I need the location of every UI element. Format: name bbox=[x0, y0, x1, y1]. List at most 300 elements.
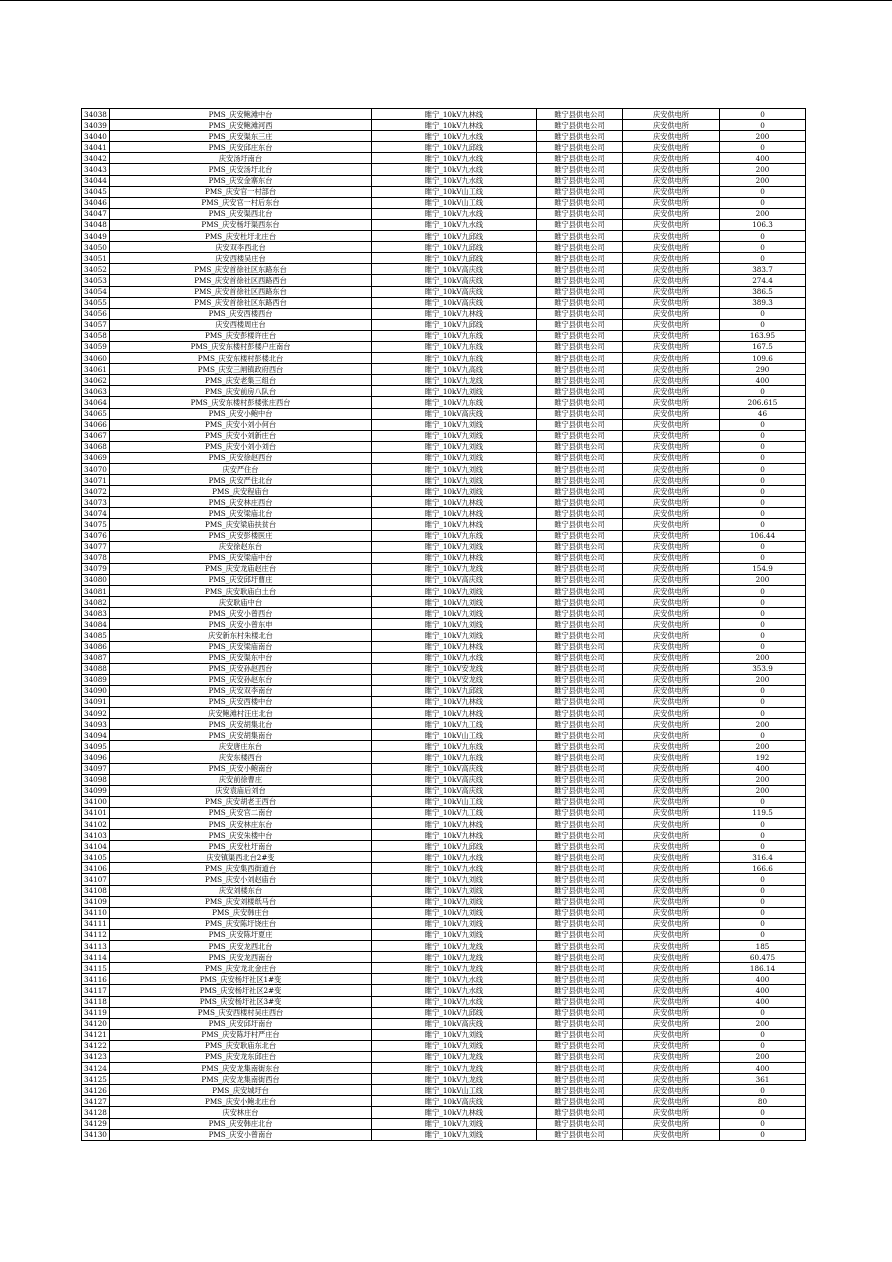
station-office-cell: 庆安供电所 bbox=[623, 297, 720, 308]
capacity-cell: 353.9 bbox=[720, 663, 806, 674]
station-name-cell: 庆安严住台 bbox=[110, 464, 372, 475]
feeder-line-cell: 睢宁_10kV九水线 bbox=[372, 996, 537, 1007]
feeder-line-cell: 睢宁_10kV九东线 bbox=[372, 530, 537, 541]
id-cell: 34081 bbox=[82, 586, 110, 597]
company-cell: 睢宁县供电公司 bbox=[537, 863, 623, 874]
station-office-cell: 庆安供电所 bbox=[623, 941, 720, 952]
id-cell: 34052 bbox=[82, 264, 110, 275]
capacity-cell: 0 bbox=[720, 419, 806, 430]
id-cell: 34075 bbox=[82, 519, 110, 530]
capacity-cell: 200 bbox=[720, 719, 806, 730]
station-office-cell: 庆安供电所 bbox=[623, 885, 720, 896]
capacity-cell: 0 bbox=[720, 641, 806, 652]
company-cell: 睢宁县供电公司 bbox=[537, 330, 623, 341]
table-row bbox=[82, 996, 806, 1007]
station-name-cell: PMS_庆安严住北台 bbox=[110, 475, 372, 486]
table-row bbox=[82, 286, 806, 297]
company-cell: 睢宁县供电公司 bbox=[537, 929, 623, 940]
table-row bbox=[82, 1040, 806, 1051]
company-cell: 睢宁县供电公司 bbox=[537, 752, 623, 763]
table-row bbox=[82, 264, 806, 275]
feeder-line-cell: 睢宁_10kV九刘线 bbox=[372, 597, 537, 608]
feeder-line-cell: 睢宁_10kV九邱线 bbox=[372, 1007, 537, 1018]
company-cell: 睢宁县供电公司 bbox=[537, 741, 623, 752]
feeder-line-cell: 睢宁_10kV九林线 bbox=[372, 819, 537, 830]
station-office-cell: 庆安供电所 bbox=[623, 674, 720, 685]
capacity-cell: 0 bbox=[720, 696, 806, 707]
station-office-cell: 庆安供电所 bbox=[623, 807, 720, 818]
station-office-cell: 庆安供电所 bbox=[623, 386, 720, 397]
id-cell: 34122 bbox=[82, 1040, 110, 1051]
table-row bbox=[82, 408, 806, 419]
feeder-line-cell: 睢宁_10kV九林线 bbox=[372, 308, 537, 319]
id-cell: 34086 bbox=[82, 641, 110, 652]
capacity-cell: 163.95 bbox=[720, 330, 806, 341]
company-cell: 睢宁县供电公司 bbox=[537, 652, 623, 663]
id-cell: 34072 bbox=[82, 486, 110, 497]
id-cell: 34119 bbox=[82, 1007, 110, 1018]
id-cell: 34079 bbox=[82, 563, 110, 574]
capacity-cell: 200 bbox=[720, 774, 806, 785]
company-cell: 睢宁县供电公司 bbox=[537, 186, 623, 197]
table-row bbox=[82, 963, 806, 974]
station-office-cell: 庆安供电所 bbox=[623, 752, 720, 763]
capacity-cell: 400 bbox=[720, 996, 806, 1007]
station-name-cell: PMS_庆安小刘小刘台 bbox=[110, 441, 372, 452]
station-office-cell: 庆安供电所 bbox=[623, 142, 720, 153]
capacity-cell: 0 bbox=[720, 475, 806, 486]
capacity-cell: 0 bbox=[720, 841, 806, 852]
feeder-line-cell: 睢宁_10kV九邱线 bbox=[372, 319, 537, 330]
station-office-cell: 庆安供电所 bbox=[623, 1040, 720, 1051]
id-cell: 34045 bbox=[82, 186, 110, 197]
id-cell: 34085 bbox=[82, 630, 110, 641]
capacity-cell: 200 bbox=[720, 175, 806, 186]
company-cell: 睢宁县供电公司 bbox=[537, 663, 623, 674]
id-cell: 34123 bbox=[82, 1051, 110, 1062]
company-cell: 睢宁县供电公司 bbox=[537, 874, 623, 885]
id-cell: 34087 bbox=[82, 652, 110, 663]
station-name-cell: 庆安双李西北台 bbox=[110, 242, 372, 253]
table-body bbox=[82, 109, 806, 1141]
station-name-cell: PMS_庆安小曾南台 bbox=[110, 1129, 372, 1140]
table-row bbox=[82, 475, 806, 486]
feeder-line-cell: 睢宁_10kV高庆线 bbox=[372, 286, 537, 297]
company-cell: 睢宁县供电公司 bbox=[537, 774, 623, 785]
capacity-cell: 80 bbox=[720, 1096, 806, 1107]
company-cell: 睢宁县供电公司 bbox=[537, 1085, 623, 1096]
feeder-line-cell: 睢宁_10kV九东线 bbox=[372, 341, 537, 352]
station-name-cell: PMS_庆安杨圩社区2#变 bbox=[110, 985, 372, 996]
feeder-line-cell: 睢宁_10kV九刘线 bbox=[372, 929, 537, 940]
capacity-cell: 0 bbox=[720, 918, 806, 929]
feeder-line-cell: 睢宁_10kV九刘线 bbox=[372, 630, 537, 641]
table-row bbox=[82, 641, 806, 652]
company-cell: 睢宁县供电公司 bbox=[537, 375, 623, 386]
company-cell: 睢宁县供电公司 bbox=[537, 120, 623, 131]
feeder-line-cell: 睢宁_10kV九邱线 bbox=[372, 841, 537, 852]
station-office-cell: 庆安供电所 bbox=[623, 719, 720, 730]
id-cell: 34093 bbox=[82, 719, 110, 730]
capacity-cell: 46 bbox=[720, 408, 806, 419]
feeder-line-cell: 睢宁_10kV九林线 bbox=[372, 120, 537, 131]
feeder-line-cell: 睢宁_10kV九刘线 bbox=[372, 896, 537, 907]
station-name-cell: PMS_庆安龙东邱庄台 bbox=[110, 1051, 372, 1062]
capacity-cell: 0 bbox=[720, 452, 806, 463]
company-cell: 睢宁县供电公司 bbox=[537, 1063, 623, 1074]
station-office-cell: 庆安供电所 bbox=[623, 985, 720, 996]
feeder-line-cell: 睢宁_10kV山工线 bbox=[372, 730, 537, 741]
id-cell: 34128 bbox=[82, 1107, 110, 1118]
id-cell: 34130 bbox=[82, 1129, 110, 1140]
capacity-cell: 200 bbox=[720, 1018, 806, 1029]
feeder-line-cell: 睢宁_10kV九刘线 bbox=[372, 907, 537, 918]
capacity-cell: 154.9 bbox=[720, 563, 806, 574]
table-row bbox=[82, 464, 806, 475]
feeder-line-cell: 睢宁_10kV九水线 bbox=[372, 219, 537, 230]
station-office-cell: 庆安供电所 bbox=[623, 541, 720, 552]
company-cell: 睢宁县供电公司 bbox=[537, 408, 623, 419]
feeder-line-cell: 睢宁_10kV九龙线 bbox=[372, 563, 537, 574]
capacity-cell: 60.475 bbox=[720, 952, 806, 963]
id-cell: 34042 bbox=[82, 153, 110, 164]
feeder-line-cell: 睢宁_10kV高庆线 bbox=[372, 1096, 537, 1107]
company-cell: 睢宁县供电公司 bbox=[537, 386, 623, 397]
id-cell: 34124 bbox=[82, 1063, 110, 1074]
station-office-cell: 庆安供电所 bbox=[623, 952, 720, 963]
station-office-cell: 庆安供电所 bbox=[623, 641, 720, 652]
table-row bbox=[82, 508, 806, 519]
feeder-line-cell: 睢宁_10kV九龙线 bbox=[372, 941, 537, 952]
feeder-line-cell: 睢宁_10kV九龙线 bbox=[372, 952, 537, 963]
id-cell: 34039 bbox=[82, 120, 110, 131]
table-row bbox=[82, 1107, 806, 1118]
company-cell: 睢宁县供电公司 bbox=[537, 719, 623, 730]
id-cell: 34106 bbox=[82, 863, 110, 874]
company-cell: 睢宁县供电公司 bbox=[537, 807, 623, 818]
station-office-cell: 庆安供电所 bbox=[623, 364, 720, 375]
table-row bbox=[82, 719, 806, 730]
station-office-cell: 庆安供电所 bbox=[623, 441, 720, 452]
table-row bbox=[82, 109, 806, 120]
station-name-cell: PMS_庆安官二南台 bbox=[110, 807, 372, 818]
station-office-cell: 庆安供电所 bbox=[623, 1018, 720, 1029]
table-row bbox=[82, 275, 806, 286]
id-cell: 34071 bbox=[82, 475, 110, 486]
id-cell: 34092 bbox=[82, 708, 110, 719]
id-cell: 34038 bbox=[82, 109, 110, 120]
station-name-cell: PMS_庆安东楼村彭楼张庄西台 bbox=[110, 397, 372, 408]
station-name-cell: PMS_庆安小刘新庄台 bbox=[110, 430, 372, 441]
capacity-cell: 0 bbox=[720, 197, 806, 208]
capacity-cell: 167.5 bbox=[720, 341, 806, 352]
id-cell: 34097 bbox=[82, 763, 110, 774]
feeder-line-cell: 睢宁_10kV高庆线 bbox=[372, 785, 537, 796]
station-office-cell: 庆安供电所 bbox=[623, 1107, 720, 1118]
table-row bbox=[82, 1129, 806, 1140]
capacity-cell: 206.615 bbox=[720, 397, 806, 408]
station-office-cell: 庆安供电所 bbox=[623, 242, 720, 253]
id-cell: 34060 bbox=[82, 353, 110, 364]
station-office-cell: 庆安供电所 bbox=[623, 264, 720, 275]
station-name-cell: PMS_庆安小鲍南台 bbox=[110, 763, 372, 774]
capacity-cell: 0 bbox=[720, 186, 806, 197]
company-cell: 睢宁县供电公司 bbox=[537, 763, 623, 774]
feeder-line-cell: 睢宁_10kV九刘线 bbox=[372, 586, 537, 597]
feeder-line-cell: 睢宁_10kV九工线 bbox=[372, 719, 537, 730]
id-cell: 34049 bbox=[82, 231, 110, 242]
table-row bbox=[82, 375, 806, 386]
station-name-cell: 庆安前徐曹庄 bbox=[110, 774, 372, 785]
id-cell: 34103 bbox=[82, 830, 110, 841]
station-name-cell: PMS_庆安梁庙南台 bbox=[110, 641, 372, 652]
capacity-cell: 0 bbox=[720, 685, 806, 696]
capacity-cell: 389.3 bbox=[720, 297, 806, 308]
station-name-cell: PMS_庆安陈圩饶庄台 bbox=[110, 918, 372, 929]
station-office-cell: 庆安供电所 bbox=[623, 120, 720, 131]
station-office-cell: 庆安供电所 bbox=[623, 375, 720, 386]
table-row bbox=[82, 330, 806, 341]
table-row bbox=[82, 608, 806, 619]
station-office-cell: 庆安供电所 bbox=[623, 497, 720, 508]
company-cell: 睢宁县供电公司 bbox=[537, 286, 623, 297]
feeder-line-cell: 睢宁_10kV高庆线 bbox=[372, 297, 537, 308]
station-office-cell: 庆安供电所 bbox=[623, 796, 720, 807]
station-name-cell: PMS_庆安小曾西台 bbox=[110, 608, 372, 619]
table-row bbox=[82, 1029, 806, 1040]
station-office-cell: 庆安供电所 bbox=[623, 918, 720, 929]
feeder-line-cell: 睢宁_10kV九林线 bbox=[372, 708, 537, 719]
feeder-line-cell: 睢宁_10kV安龙线 bbox=[372, 663, 537, 674]
feeder-line-cell: 睢宁_10kV高庆线 bbox=[372, 1018, 537, 1029]
station-name-cell: PMS_庆安陈圩村严庄台 bbox=[110, 1029, 372, 1040]
feeder-line-cell: 睢宁_10kV九林线 bbox=[372, 1107, 537, 1118]
station-office-cell: 庆安供电所 bbox=[623, 730, 720, 741]
id-cell: 34109 bbox=[82, 896, 110, 907]
station-office-cell: 庆安供电所 bbox=[623, 508, 720, 519]
company-cell: 睢宁县供电公司 bbox=[537, 464, 623, 475]
feeder-line-cell: 睢宁_10kV高庆线 bbox=[372, 763, 537, 774]
station-name-cell: PMS_庆安彭楼许庄台 bbox=[110, 330, 372, 341]
capacity-cell: 0 bbox=[720, 730, 806, 741]
station-office-cell: 庆安供电所 bbox=[623, 164, 720, 175]
capacity-cell: 0 bbox=[720, 441, 806, 452]
station-office-cell: 庆安供电所 bbox=[623, 552, 720, 563]
id-cell: 34076 bbox=[82, 530, 110, 541]
company-cell: 睢宁县供电公司 bbox=[537, 963, 623, 974]
feeder-line-cell: 睢宁_10kV九水线 bbox=[372, 175, 537, 186]
station-name-cell: PMS_庆安官一村部台 bbox=[110, 186, 372, 197]
station-name-cell: PMS_庆安渠东中台 bbox=[110, 652, 372, 663]
company-cell: 睢宁县供电公司 bbox=[537, 164, 623, 175]
station-name-cell: PMS_庆安杜圩南台 bbox=[110, 841, 372, 852]
company-cell: 睢宁县供电公司 bbox=[537, 1129, 623, 1140]
station-name-cell: PMS_庆安杨圩社区1#变 bbox=[110, 974, 372, 985]
company-cell: 睢宁县供电公司 bbox=[537, 1074, 623, 1085]
station-office-cell: 庆安供电所 bbox=[623, 774, 720, 785]
table-row bbox=[82, 1085, 806, 1096]
table-row bbox=[82, 708, 806, 719]
table-row bbox=[82, 586, 806, 597]
id-cell: 34080 bbox=[82, 574, 110, 585]
station-office-cell: 庆安供电所 bbox=[623, 452, 720, 463]
company-cell: 睢宁县供电公司 bbox=[537, 1018, 623, 1029]
id-cell: 34089 bbox=[82, 674, 110, 685]
capacity-cell: 0 bbox=[720, 142, 806, 153]
feeder-line-cell: 睢宁_10kV九邱线 bbox=[372, 685, 537, 696]
feeder-line-cell: 睢宁_10kV九林线 bbox=[372, 519, 537, 530]
id-cell: 34127 bbox=[82, 1096, 110, 1107]
id-cell: 34056 bbox=[82, 308, 110, 319]
station-name-cell: PMS_庆安渠东三庄 bbox=[110, 131, 372, 142]
station-name-cell: 庆安镇渠西北台2#变 bbox=[110, 852, 372, 863]
company-cell: 睢宁县供电公司 bbox=[537, 175, 623, 186]
feeder-line-cell: 睢宁_10kV高庆线 bbox=[372, 408, 537, 419]
id-cell: 34047 bbox=[82, 208, 110, 219]
capacity-cell: 0 bbox=[720, 1107, 806, 1118]
company-cell: 睢宁县供电公司 bbox=[537, 319, 623, 330]
station-name-cell: PMS_庆安胡老王西台 bbox=[110, 796, 372, 807]
company-cell: 睢宁县供电公司 bbox=[537, 985, 623, 996]
company-cell: 睢宁县供电公司 bbox=[537, 796, 623, 807]
station-name-cell: PMS_庆安前房八队台 bbox=[110, 386, 372, 397]
id-cell: 34121 bbox=[82, 1029, 110, 1040]
id-cell: 34110 bbox=[82, 907, 110, 918]
company-cell: 睢宁县供电公司 bbox=[537, 619, 623, 630]
station-office-cell: 庆安供电所 bbox=[623, 275, 720, 286]
table-row bbox=[82, 397, 806, 408]
id-cell: 34099 bbox=[82, 785, 110, 796]
feeder-line-cell: 睢宁_10kV九刘线 bbox=[372, 608, 537, 619]
feeder-line-cell: 睢宁_10kV九刘线 bbox=[372, 1040, 537, 1051]
capacity-cell: 0 bbox=[720, 1040, 806, 1051]
company-cell: 睢宁县供电公司 bbox=[537, 1051, 623, 1062]
id-cell: 34107 bbox=[82, 874, 110, 885]
company-cell: 睢宁县供电公司 bbox=[537, 1107, 623, 1118]
station-name-cell: PMS_庆安小刘赵庙台 bbox=[110, 874, 372, 885]
capacity-cell: 0 bbox=[720, 708, 806, 719]
company-cell: 睢宁县供电公司 bbox=[537, 597, 623, 608]
id-cell: 34129 bbox=[82, 1118, 110, 1129]
station-office-cell: 庆安供电所 bbox=[623, 597, 720, 608]
id-cell: 34065 bbox=[82, 408, 110, 419]
station-office-cell: 庆安供电所 bbox=[623, 430, 720, 441]
station-office-cell: 庆安供电所 bbox=[623, 708, 720, 719]
id-cell: 34102 bbox=[82, 819, 110, 830]
table-row bbox=[82, 197, 806, 208]
table-row bbox=[82, 497, 806, 508]
table-row bbox=[82, 1007, 806, 1018]
station-name-cell: PMS_庆安金寨东台 bbox=[110, 175, 372, 186]
station-office-cell: 庆安供电所 bbox=[623, 109, 720, 120]
table-row bbox=[82, 519, 806, 530]
capacity-cell: 0 bbox=[720, 874, 806, 885]
station-name-cell: PMS_庆安梁庙中台 bbox=[110, 552, 372, 563]
capacity-cell: 0 bbox=[720, 796, 806, 807]
capacity-cell: 119.5 bbox=[720, 807, 806, 818]
feeder-line-cell: 睢宁_10kV九水线 bbox=[372, 208, 537, 219]
table-row bbox=[82, 1096, 806, 1107]
station-name-cell: PMS_庆安小曾东申 bbox=[110, 619, 372, 630]
company-cell: 睢宁县供电公司 bbox=[537, 1040, 623, 1051]
capacity-cell: 0 bbox=[720, 1029, 806, 1040]
feeder-line-cell: 睢宁_10kV九水线 bbox=[372, 164, 537, 175]
company-cell: 睢宁县供电公司 bbox=[537, 941, 623, 952]
feeder-line-cell: 睢宁_10kV九刘线 bbox=[372, 885, 537, 896]
table-row bbox=[82, 885, 806, 896]
company-cell: 睢宁县供电公司 bbox=[537, 974, 623, 985]
station-name-cell: PMS_庆安朱楼中台 bbox=[110, 830, 372, 841]
station-office-cell: 庆安供电所 bbox=[623, 763, 720, 774]
company-cell: 睢宁县供电公司 bbox=[537, 353, 623, 364]
capacity-cell: 0 bbox=[720, 508, 806, 519]
station-name-cell: PMS_庆安杨圩社区3#变 bbox=[110, 996, 372, 1007]
station-name-cell: 庆安西楼吴庄台 bbox=[110, 253, 372, 264]
feeder-line-cell: 睢宁_10kV九水线 bbox=[372, 852, 537, 863]
capacity-cell: 0 bbox=[720, 519, 806, 530]
station-office-cell: 庆安供电所 bbox=[623, 208, 720, 219]
company-cell: 睢宁县供电公司 bbox=[537, 641, 623, 652]
company-cell: 睢宁县供电公司 bbox=[537, 341, 623, 352]
station-name-cell: PMS_庆安东楼村彭楼户庄南台 bbox=[110, 341, 372, 352]
feeder-line-cell: 睢宁_10kV九刘线 bbox=[372, 464, 537, 475]
id-cell: 34068 bbox=[82, 441, 110, 452]
table-row bbox=[82, 796, 806, 807]
station-name-cell: PMS_庆安首徐社区西路东台 bbox=[110, 286, 372, 297]
station-office-cell: 庆安供电所 bbox=[623, 353, 720, 364]
id-cell: 34062 bbox=[82, 375, 110, 386]
company-cell: 睢宁县供电公司 bbox=[537, 253, 623, 264]
table-row bbox=[82, 1018, 806, 1029]
feeder-line-cell: 睢宁_10kV九林线 bbox=[372, 109, 537, 120]
station-office-cell: 庆安供电所 bbox=[623, 1118, 720, 1129]
company-cell: 睢宁县供电公司 bbox=[537, 219, 623, 230]
capacity-cell: 106.44 bbox=[720, 530, 806, 541]
feeder-line-cell: 睢宁_10kV九工线 bbox=[372, 807, 537, 818]
station-name-cell: PMS_庆安林庄东台 bbox=[110, 819, 372, 830]
id-cell: 34050 bbox=[82, 242, 110, 253]
table-row bbox=[82, 430, 806, 441]
station-name-cell: 庆安汤圩南台 bbox=[110, 153, 372, 164]
station-name-cell: PMS_庆安官一村后东台 bbox=[110, 197, 372, 208]
station-name-cell: PMS_庆安龙集南街西台 bbox=[110, 1074, 372, 1085]
station-name-cell: PMS_庆安徐赵西台 bbox=[110, 452, 372, 463]
company-cell: 睢宁县供电公司 bbox=[537, 896, 623, 907]
capacity-cell: 0 bbox=[720, 586, 806, 597]
capacity-cell: 400 bbox=[720, 974, 806, 985]
id-cell: 34082 bbox=[82, 597, 110, 608]
table-row bbox=[82, 186, 806, 197]
company-cell: 睢宁县供电公司 bbox=[537, 430, 623, 441]
station-office-cell: 庆安供电所 bbox=[623, 419, 720, 430]
table-row bbox=[82, 353, 806, 364]
id-cell: 34040 bbox=[82, 131, 110, 142]
station-name-cell: PMS_庆安杨圩渠西东台 bbox=[110, 219, 372, 230]
station-name-cell: 庆安袁庙后刘台 bbox=[110, 785, 372, 796]
table-row bbox=[82, 630, 806, 641]
station-office-cell: 庆安供电所 bbox=[623, 1074, 720, 1085]
capacity-cell: 200 bbox=[720, 164, 806, 175]
feeder-line-cell: 睢宁_10kV九东线 bbox=[372, 752, 537, 763]
capacity-cell: 0 bbox=[720, 630, 806, 641]
id-cell: 34074 bbox=[82, 508, 110, 519]
station-name-cell: PMS_庆安韩庄北台 bbox=[110, 1118, 372, 1129]
feeder-line-cell: 睢宁_10kV九水线 bbox=[372, 153, 537, 164]
id-cell: 34108 bbox=[82, 885, 110, 896]
id-cell: 34059 bbox=[82, 341, 110, 352]
station-office-cell: 庆安供电所 bbox=[623, 785, 720, 796]
station-office-cell: 庆安供电所 bbox=[623, 519, 720, 530]
